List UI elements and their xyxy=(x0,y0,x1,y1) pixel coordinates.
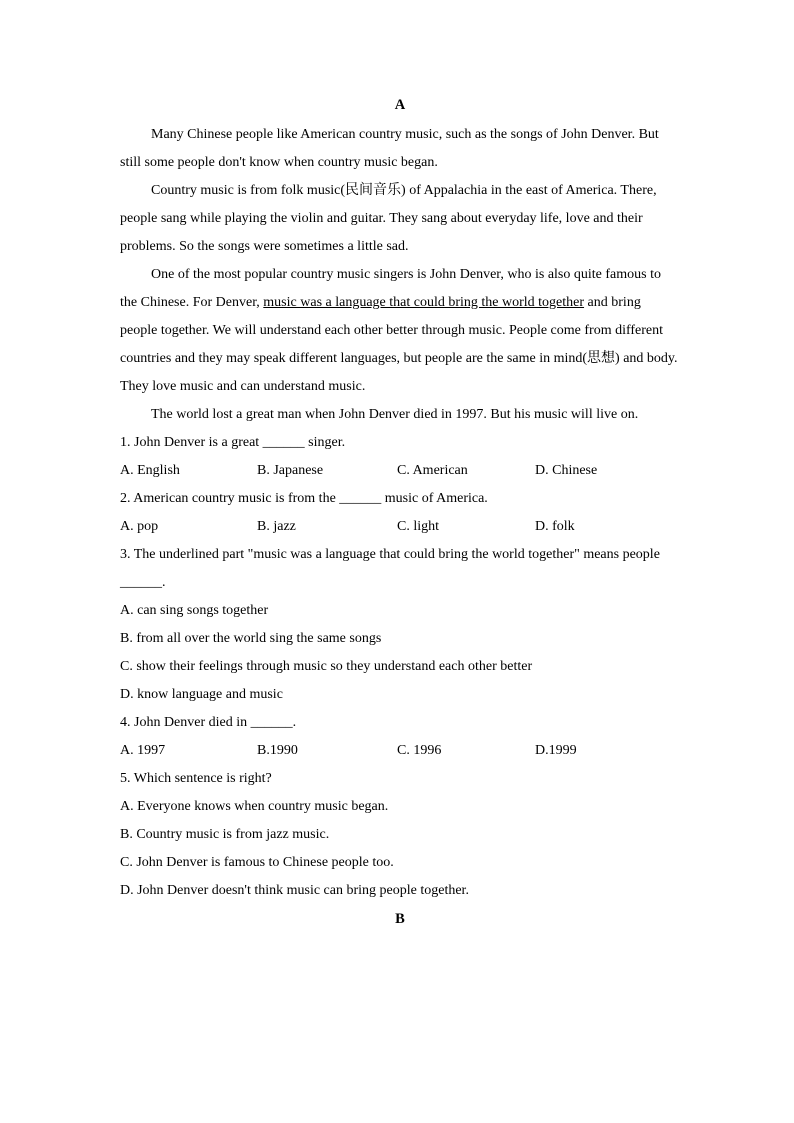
option: C. 1996 xyxy=(397,743,442,758)
section-b-title: B xyxy=(395,911,405,927)
paragraph-1: Many Chinese people like American country music, such as the songs of John Denver. But still some people don't know when country music began. xyxy=(120,127,659,170)
option: D.1999 xyxy=(535,743,577,758)
option: C. light xyxy=(397,519,440,534)
underlined-phrase: music was a language that could bring the world together xyxy=(263,295,585,310)
option: A. pop xyxy=(120,519,159,534)
option: B. from all over the world sing the same songs xyxy=(120,631,382,646)
option: C. John Denver is famous to Chinese people too. xyxy=(120,855,394,870)
paragraph-4: The world lost a great man when John Denver died in 1997. But his music will live on. xyxy=(151,407,639,422)
paragraph-2: Country music is from folk music(民间音乐) of Appalachia in the east of America. There, people sang while playing the violin and guitar. They sang about everyday life, love and their problems. So the songs were sometimes a little sad. xyxy=(120,183,657,254)
paragraph-3 xyxy=(120,261,680,401)
question-2-options xyxy=(120,513,680,541)
question-1-options xyxy=(120,457,680,485)
question-4-options xyxy=(120,737,680,765)
question-3-stem: 3. The underlined part "music was a language that could bring the world together" means people ______. xyxy=(120,547,660,590)
option: D. know language and music xyxy=(120,687,283,702)
option: B. jazz xyxy=(257,519,296,534)
question-4-stem: 4. John Denver died in ______. xyxy=(120,715,297,730)
option: A. 1997 xyxy=(120,743,166,758)
document xyxy=(120,95,680,933)
paragraph-3-start: One of the most popular country music singers is John Denver, who is also quite famous to the Chinese. For Denver, xyxy=(120,267,661,310)
option: A. Everyone knows when country music began. xyxy=(120,799,389,814)
option: C. American xyxy=(397,463,468,478)
option: D. Chinese xyxy=(535,463,598,478)
paragraph-3-end: and bring people together. We will understand each other better through music. People come from different countries and they may speak different languages, but people are the same in mind(思想) and body. They love music and can understand music. xyxy=(120,295,678,394)
option: A. English xyxy=(120,463,180,478)
option: B. Japanese xyxy=(257,463,324,478)
option: B.1990 xyxy=(257,743,298,758)
option: D. John Denver doesn't think music can bring people together. xyxy=(120,883,469,898)
question-5-stem: 5. Which sentence is right? xyxy=(120,771,272,786)
option: D. folk xyxy=(535,519,575,534)
question-2-stem: 2. American country music is from the ______ music of America. xyxy=(120,491,488,506)
option: A. can sing songs together xyxy=(120,603,269,618)
section-a-title: A xyxy=(394,97,406,113)
option: C. show their feelings through music so they understand each other better xyxy=(120,659,533,674)
question-1-stem: 1. John Denver is a great ______ singer. xyxy=(120,435,346,450)
option: B. Country music is from jazz music. xyxy=(120,827,330,842)
